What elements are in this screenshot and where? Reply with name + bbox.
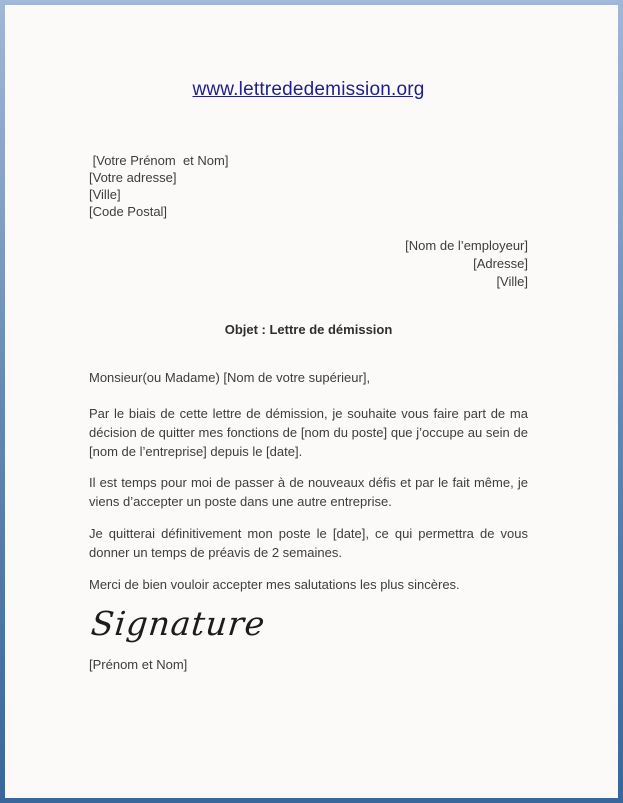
sender-address-line: [Votre adresse] bbox=[89, 170, 177, 185]
header bbox=[89, 77, 528, 104]
signer-name-placeholder: [Prénom et Nom] bbox=[89, 657, 188, 672]
recipient-city-line: [Ville] bbox=[496, 274, 528, 289]
recipient-employer-line: [Nom de l’employeur] bbox=[405, 238, 528, 253]
sender-postal-line: [Code Postal] bbox=[89, 204, 168, 219]
sender-city-line: [Ville] bbox=[89, 187, 121, 202]
handwritten-signature: Signature bbox=[89, 604, 268, 643]
sender-address-block bbox=[89, 152, 528, 220]
subject-line: Objet : Lettre de démission bbox=[224, 322, 393, 337]
website-link[interactable]: www.lettrededemission.org bbox=[192, 79, 425, 100]
salutation-line: Monsieur(ou Madame) [Nom de votre supérieur], bbox=[89, 370, 371, 385]
body-paragraph-3: Je quitterai définitivement mon poste le [date], ce qui permettra de vous donner un temps de préavis de 2 semaines. bbox=[89, 526, 528, 560]
body-paragraph-1: Par le biais de cette lettre de démission, je souhaite vous faire part de ma décision de quitter mes fonctions de [nom du poste] que j’occupe au sein de [nom de l’entreprise] depuis le [date]. bbox=[89, 406, 528, 459]
recipient-address-line: [Adresse] bbox=[473, 256, 528, 271]
letter-page bbox=[5, 5, 618, 798]
sender-name-line: [Votre Prénom et Nom] bbox=[89, 153, 229, 168]
recipient-address-block bbox=[89, 237, 528, 291]
closing-line: Merci de bien vouloir accepter mes salutations les plus sincères. bbox=[89, 577, 460, 592]
body-paragraph-2: Il est temps pour moi de passer à de nouveaux défis et par le fait même, je viens d’accepter un poste dans une autre entreprise. bbox=[89, 475, 528, 509]
